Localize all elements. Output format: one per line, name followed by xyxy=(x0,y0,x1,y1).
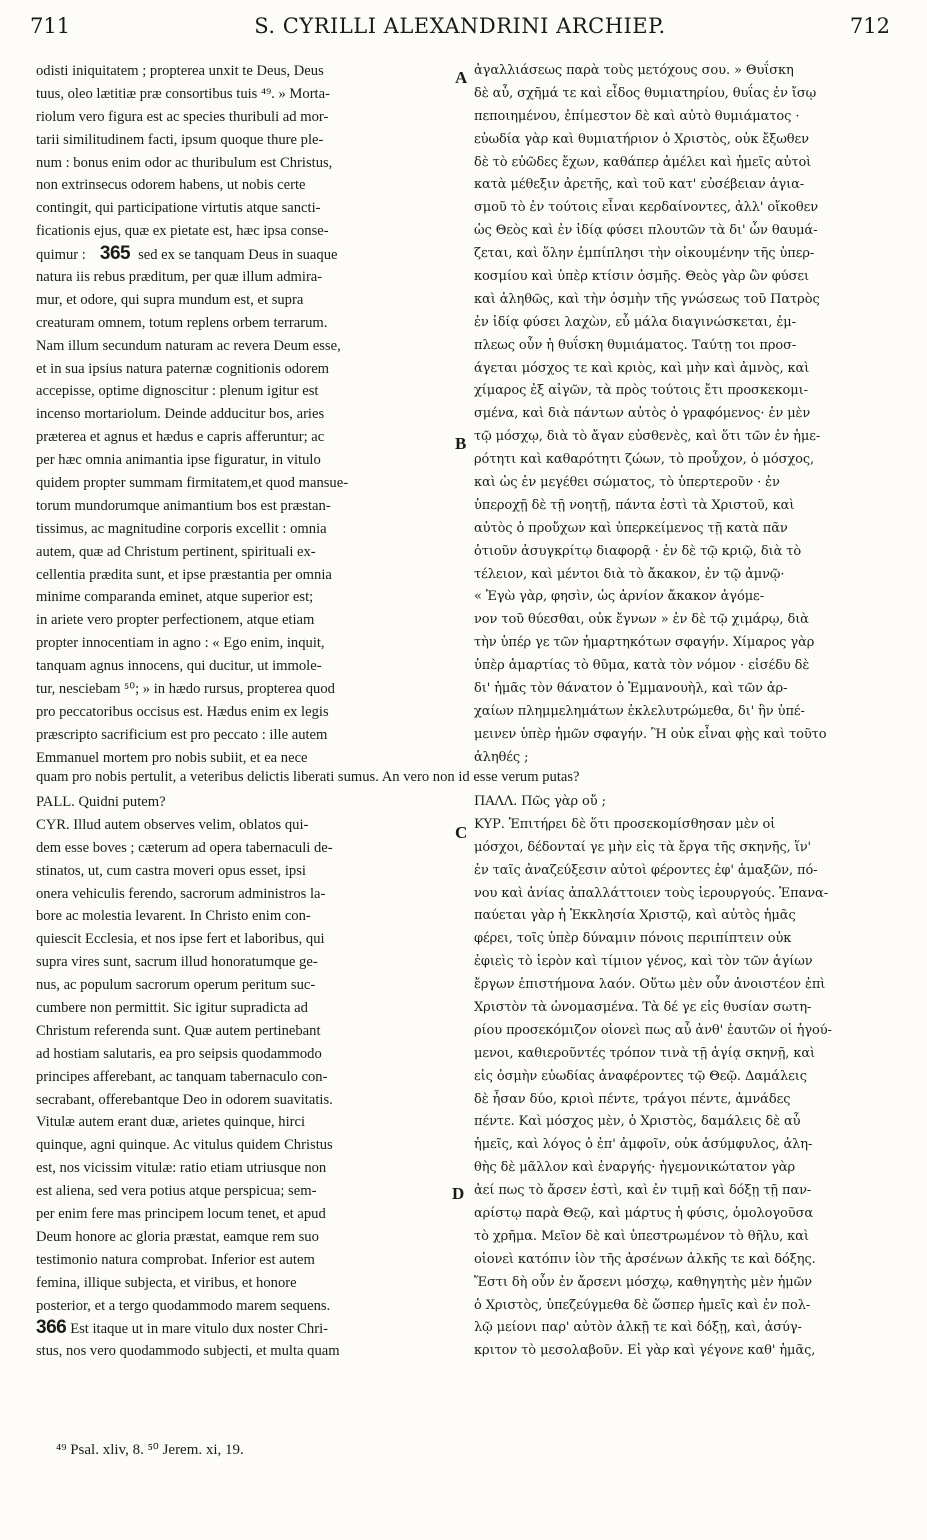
greek-text-line: χαίων πλημμελημάτων ἐκλελυτρώμεθα, δι' ἣν ὑπέ- xyxy=(474,703,805,719)
latin-text-line: Nam illum secundum naturam ac revera Deum esse, xyxy=(36,337,341,354)
greek-text-line: εὐωδία γὰρ καὶ θυμιατήριον ὁ Χριστὸς, οὐκ ἔξωθεν xyxy=(474,131,809,147)
greek-text-line: παύεται γὰρ ἡ Ἐκκλησία Χριστῷ, καὶ αὐτὸς ἡμᾶς xyxy=(474,908,796,924)
latin-text-line: propter innocentiam in agno : « Ego enim, inquit, xyxy=(36,635,325,652)
latin-text-line: tanquam agnus innocens, qui ducitur, ut immole- xyxy=(36,658,322,675)
greek-text-line: τὸ χρῆμα. Μεῖον δὲ καὶ ὑπεστρωμένον τὸ θῆλυ, καὶ xyxy=(474,1228,809,1244)
latin-text-line: accepisse, optime dignoscitur : plenum igitur est xyxy=(36,383,319,400)
latin-text-fragment: sed ex se tanquam Deus in suaque xyxy=(138,247,338,264)
greek-text-line: ὡς Θεὸς καὶ ἐν ἰδίᾳ φύσει πλουτῶν τὰ δι' ὧν θαυμά- xyxy=(474,223,818,239)
latin-text-line: torum mundorumque animantium bos est præstan- xyxy=(36,497,331,514)
greek-text-line: καὶ ὡς ἐν μεγέθει σώματος, τὸ ὑπερτεροῦν · ἐν xyxy=(474,475,780,491)
greek-text-line: εἰς ὀσμὴν εὐωδίας ἀναφέροντες τῷ Θεῷ. Δαμάλεις xyxy=(474,1068,807,1084)
latin-text-line: est aliena, sed vera potius atque perspicua; sem- xyxy=(36,1183,317,1200)
section-marker-a: A xyxy=(455,68,468,87)
footnotes: ⁴⁹ Psal. xliv, 8. ⁵⁰ Jerem. xi, 19. xyxy=(56,1442,244,1458)
latin-text-line: Christum referenda sunt. Quæ autem pertinebant xyxy=(36,1022,321,1039)
greek-text-line: Χριστὸν τὰ ὠνομασμένα. Τὰ δέ γε εἰς θυσίαν σωτη- xyxy=(474,1000,812,1016)
greek-text-line: ὁ Χριστὸς, ὑπεζεύγμεθα δὲ ὥσπερ ἡμεῖς καὶ ἐν πολ- xyxy=(474,1297,811,1313)
greek-text-line: Ἔστι δὴ οὖν ἐν ἄρσενι μόσχῳ, καθηγητὴς μὲν ἡμῶν xyxy=(474,1274,812,1290)
section-marker-d: D xyxy=(452,1184,465,1203)
greek-text-line: λῷ μείονι παρ' αὐτὸν ἀλκῇ τε καὶ δόξῃ, καὶ, ἀσύγ- xyxy=(474,1320,802,1336)
latin-text-line: testimonio natura comprobat. Inferior est autem xyxy=(36,1251,315,1268)
latin-text-line xyxy=(36,1317,448,1340)
latin-text-line: præterea et agnus et hædus e capris afferuntur; ac xyxy=(36,429,325,446)
greek-text-line: φέρει, τοῖς ὑπὲρ δύναμιν πόνοις περιπίπτειν οὐκ xyxy=(474,931,792,947)
latin-text-line: bore ac molestia levarent. In Christo enim con- xyxy=(36,908,311,925)
latin-text-line: minime comparanda eminet, atque superior est; xyxy=(36,589,314,606)
greek-text-line: ΚΥΡ. Ἐπιτήρει δὲ ὅτι προσεκομίσθησαν μὲν οἱ xyxy=(474,816,776,832)
column-number-366: 366 xyxy=(36,1317,67,1339)
greek-text-line: ρίου προσεκόμιζον οἱονεὶ πως αὖ ἀνθ' ἑαυτῶν οἱ ἡγού- xyxy=(474,1022,832,1038)
latin-text-line: ficationis ejus, quæ ex pietate est, hæc ipsa conse- xyxy=(36,223,329,240)
latin-text-fragment: Est itaque ut in mare vitulo dux noster Chri- xyxy=(70,1321,328,1338)
latin-text-line: supra vires sunt, sacrum illud honoratumque ge- xyxy=(36,954,318,971)
latin-text-line: in ariete vero propter perfectionem, atque etiam xyxy=(36,612,315,629)
section-marker-b: B xyxy=(455,434,467,453)
column-number-365: 365 xyxy=(99,243,131,265)
greek-text-line: ὁτιοῦν ἀσυγκρίτῳ διαφορᾷ · ἐν δὲ τῷ κριῷ, διὰ τὸ xyxy=(474,543,802,559)
latin-text-fragment: quimur : xyxy=(36,247,86,264)
latin-text-line: tarii similitudinem facti, ipsum quoque thure ple- xyxy=(36,131,324,148)
greek-text-line: τῷ μόσχῳ, διὰ τὸ ἄγαν εὐσθενὲς, καὶ ὅτι τῶν ἐν ἡμε- xyxy=(474,429,821,445)
greek-text-line: πεποιημένου, ἐπίμεστον δὲ καὶ αὐτὸ θυμιάματος · xyxy=(474,108,800,124)
latin-column-bottom xyxy=(36,791,448,1363)
running-title: S. CYRILLI ALEXANDRINI ARCHIEP. xyxy=(254,14,666,38)
latin-text-line: odisti iniquitatem ; propterea unxit te Deus, Deus xyxy=(36,63,324,79)
greek-text-line: δὲ τὸ εὐῶδες ἔχων, καθάπερ ἀμέλει καὶ ἡμεῖς αὐτοὶ xyxy=(474,154,812,170)
full-width-line: quam pro nobis pertulit, a veteribus delictis liberati sumus. An vero non id esse verum putas? xyxy=(36,769,580,785)
greek-text-line: τέλειον, καὶ μέντοι διὰ τὸ ἄκακον, ἐν τῷ ἀμνῷ· xyxy=(474,566,785,582)
latin-text-line: præscripto sacrificium est pro peccato : ille autem xyxy=(36,726,328,743)
latin-text-line: cellentia prædita sunt, et ipse præstantia per omnia xyxy=(36,566,332,583)
latin-text-line: quinque, agni quinque. Ac vitulus quidem Christus xyxy=(36,1137,333,1154)
greek-text-line: κατὰ μέθεξιν ἀρετῆς, καὶ τοῦ κατ' εὐσέβειαν ἁγια- xyxy=(474,177,805,193)
greek-text-line: θὴς δὲ μᾶλλον καὶ ἐναργής· ἡγεμονικώτατον γὰρ xyxy=(474,1160,796,1176)
greek-text-line: ἡμεῖς, καὶ λόγος ὁ ἐπ' ἀμφοῖν, οὐκ ἀσύμφυλος, ἀλη- xyxy=(474,1137,813,1153)
latin-text-line: pro peccatoribus occisus est. Hædus enim ex legis xyxy=(36,703,329,720)
latin-text-line xyxy=(36,243,444,266)
greek-text-line: καὶ ἀληθῶς, καὶ τὴν ὀσμὴν τῆς γνώσεως τοῦ Πατρὸς xyxy=(474,291,820,307)
latin-text-line: cumbere non permittit. Sic igitur supradicta ad xyxy=(36,1000,308,1017)
latin-text-line: et in sua ipsius natura paternæ cognitionis odorem xyxy=(36,360,330,377)
greek-text-line: πέντε. Καὶ μόσχος μὲν, ὁ Χριστὸς, δαμάλεις δὲ αὖ xyxy=(474,1114,801,1130)
greek-text-line: κριτον τὸ μεσολαβοῦν. Εἰ γὰρ καὶ γέγονε καθ' ἡμᾶς, xyxy=(474,1343,816,1359)
greek-text-line: ὑπὲρ ἁμαρτίας τὸ θῦμα, κατὰ τὸν νόμον · εἰσέδυ δὲ xyxy=(474,658,810,674)
greek-text-line: ἀεί πως τὸ ἄρσεν ἐστὶ, καὶ ἐν τιμῇ καὶ δόξῃ τῇ παν- xyxy=(474,1183,812,1199)
greek-text-line: μεινεν ὑπὲρ ἡμῶν σφαγήν. Ἢ οὐκ εἶναι φῂς καὶ τοῦτο xyxy=(474,726,827,742)
latin-text-line: femina, illique subjecta, et viribus, et honore xyxy=(36,1274,297,1291)
latin-text-line: quiescit Ecclesia, et nos ipse fert et laboribus, qui xyxy=(36,931,325,948)
running-header xyxy=(30,10,890,48)
greek-text-line: αὐτὸς ὁ προὔχων καὶ ὑπερκείμενος τῇ κατὰ πᾶν xyxy=(474,520,788,536)
greek-text-line: ἐν ἰδίᾳ φύσει λαχὼν, εὖ μάλα διαγινώσκεται, ἐμ- xyxy=(474,314,796,330)
latin-text-line: onera vehiculis ferendo, sacrorum administros la- xyxy=(36,885,326,902)
latin-text-line: stus, nos vero quodammodo subjecti, et multa quam xyxy=(36,1343,340,1360)
latin-text-line: num : bonus enim odor ac thuribulum est Christus, xyxy=(36,154,333,171)
latin-text-line: CYR. Illud autem observes velim, oblatos qui- xyxy=(36,816,309,833)
greek-text-line: ρότητι καὶ καθαρότητι ζώων, τὸ προὖχον, ὁ μόσχος, xyxy=(474,452,815,468)
greek-text-line: πλεως οὖν ἡ θυΐσκη θυμιάματος. Ταύτῃ τοι προσ- xyxy=(474,337,797,353)
greek-column-bottom xyxy=(474,791,894,1363)
latin-text-line: nus, ac populum sacrorum operum peritum suc- xyxy=(36,977,316,994)
latin-text-line: per enim fere mas principem locum tenet, et apud xyxy=(36,1206,326,1223)
greek-text-line: νον τοῦ θύεσθαι, οὐκ ἔγνων » ἐν δὲ τῷ χιμάρῳ, διὰ xyxy=(474,612,809,628)
greek-text-line: ὑπεροχῇ δὲ τῇ νοητῇ, πάντα ἐστὶ τὰ Χριστοῦ, καὶ xyxy=(474,497,795,513)
greek-text-line: « Ἐγὼ γὰρ, φησὶν, ὡς ἀρνίον ἄκακον ἀγόμε- xyxy=(474,589,764,605)
greek-text-line: άγεται μόσχος τε καὶ κριὸς, καὶ μὴν καὶ ἀμνὸς, καὶ xyxy=(474,360,810,376)
latin-text-line: dem esse boves ; cæterum ad opera tabernaculi de- xyxy=(36,839,333,856)
latin-text-line: tissimus, ac magnitudine corporis excellit : omnia xyxy=(36,520,327,537)
greek-text-line: ἀγαλλιάσεως παρὰ τοὺς μετόχους σου. » Θυΐσκη xyxy=(474,63,794,78)
latin-text-line: principes afferebant, ac tanquam tabernaculo con- xyxy=(36,1068,328,1085)
latin-text-line: riolum vero figura est ac species thuribuli ad mor- xyxy=(36,108,329,125)
greek-column-top xyxy=(474,60,894,770)
latin-text-line: natura iis rebus præditum, per quæ illum admira- xyxy=(36,269,323,286)
latin-text-line: secrabant, offerebantque Deo in odorem suavitatis. xyxy=(36,1091,333,1108)
latin-text-line: mur, et odore, qui supra mundum est, et supra xyxy=(36,291,304,308)
greek-text-line: σμοῦ τὸ ἐν τούτοις εἶναι κερδαίνοντες, ἀλλ' οἴκοθεν xyxy=(474,200,819,216)
latin-text-line: est, nos vicissim vitulæ: ratio etiam utriusque non xyxy=(36,1160,327,1177)
greek-text-line: ἀληθές ; xyxy=(474,749,529,765)
latin-text-line: Emmanuel mortem pro nobis subiit, et ea nece xyxy=(36,749,308,766)
latin-text-line: Deum honore ac gloria præstat, eamque rem suo xyxy=(36,1228,319,1245)
latin-text-line: posterior, et a tergo quodammodo marem sequens. xyxy=(36,1297,331,1314)
latin-text-line: quidem propter summam firmitatem,et quod mansue- xyxy=(36,475,349,492)
latin-text-line: creaturam omnem, totum replens orbem terrarum. xyxy=(36,314,328,331)
greek-text-line: αρίστῳ παρὰ Θεῷ, καὶ μάρτυς ἡ φύσις, ὁμολογοῦσα xyxy=(474,1206,814,1222)
greek-text-line: μενοι, καθιεροῦντές τρόπον τινὰ τῇ ἁγίᾳ σκηνῇ, καὶ xyxy=(474,1045,816,1061)
latin-text-line: ad hostiam salutaris, ea pro seipsis quodammodo xyxy=(36,1045,322,1062)
greek-text-line: ΠΑΛΛ. Πῶς γὰρ οὔ ; xyxy=(474,794,606,809)
greek-text-line: ἔργων ἐπιστήμονα λαόν. Οὕτω μὲν οὖν ἀνοιστέον ἐπὶ xyxy=(474,977,826,993)
latin-text-line: PALL. Quidni putem? xyxy=(36,794,166,810)
latin-column-top xyxy=(36,60,444,770)
greek-text-line: κοσμίου καὶ ὑπὲρ κτίσιν ὀσμῆς. Θεὸς γὰρ ὢν φύσει xyxy=(474,269,809,285)
greek-text-line: δὲ ἦσαν δύο, κριοὶ πέντε, τράγοι πέντε, ἀμνάδες xyxy=(474,1091,791,1107)
greek-text-line: χίμαρος ἐξ αἰγῶν, τὰ πρὸς τούτοις ἔτι προσκεκομι- xyxy=(474,383,808,399)
latin-text-line: incenso mortariolum. Deinde adducitur bos, aries xyxy=(36,406,325,423)
latin-text-line: tuus, oleo lætitiæ præ consortibus tuis ⁴⁹. » Morta- xyxy=(36,85,330,102)
greek-text-line: ἐφιεὶς τὸ ἱερὸν καὶ τίμιον γένος, καὶ τὸν τῶν ἁγίων xyxy=(474,954,813,970)
greek-text-line: δι' ἡμᾶς τὸν θάνατον ὁ Ἐμμανουὴλ, καὶ τῶν ἀρ- xyxy=(474,681,788,697)
latin-text-line: stinatos, ut, cum castra moveri opus esset, ipsi xyxy=(36,862,306,879)
greek-text-line: νου καὶ ἀνίας ἀπαλλάττοιεν τοὺς ἱερουργούς. Ἐπανα- xyxy=(474,885,829,901)
latin-text-line: non extrinsecus odorem habens, ut nobis certe xyxy=(36,177,306,194)
latin-text-line: tur, nesciebam ⁵⁰; » in hædo rursus, propterea quod xyxy=(36,681,335,698)
latin-text-line: autem, quæ ad Christum pertinent, spirituali ex- xyxy=(36,543,316,560)
latin-text-line: contingit, qui participatione virtutis atque sancti- xyxy=(36,200,321,217)
greek-text-line: μόσχοι, δέδονταί γε μὴν εἰς τὰ ἔργα τῆς σκηνῆς, ἵν' xyxy=(474,839,811,855)
page-number-right: 712 xyxy=(849,14,890,38)
latin-text-line: Vitulæ autem erant duæ, arietes quinque, hirci xyxy=(36,1114,306,1131)
section-marker-c: C xyxy=(455,823,468,842)
greek-text-line: τὴν ὑπέρ γε τῶν ἡμαρτηκότων σφαγήν. Χίμαρος γὰρ xyxy=(474,635,815,651)
greek-text-line: δὲ αὖ, σχῆμά τε καὶ εἶδος θυμιατηρίου, θυΐας ἐν ἴσῳ xyxy=(474,85,817,101)
greek-text-line: οἱονεὶ κατόπιν ἰὸν τῆς ἀρσένων ἀλκῆς τε καὶ δόξης. xyxy=(474,1251,816,1267)
greek-text-line: ἐν ταῖς ἀναζεύξεσιν αὐτοὶ φέροντες ἐφ' ἁμαξῶν, πό- xyxy=(474,862,818,878)
greek-text-line: ζεται, καὶ ὅλην ἐμπίπλησι τὴν οἰκουμένην τῆς ὑπερ- xyxy=(474,246,815,262)
greek-text-line: σμένα, καὶ διὰ πάντων αὐτὸς ὁ γραφόμενος· ἐν μὲν xyxy=(474,406,811,422)
page-number-left: 711 xyxy=(30,14,71,38)
latin-text-line: per hæc omnia animantia ipse figuratur, in vitulo xyxy=(36,452,321,469)
